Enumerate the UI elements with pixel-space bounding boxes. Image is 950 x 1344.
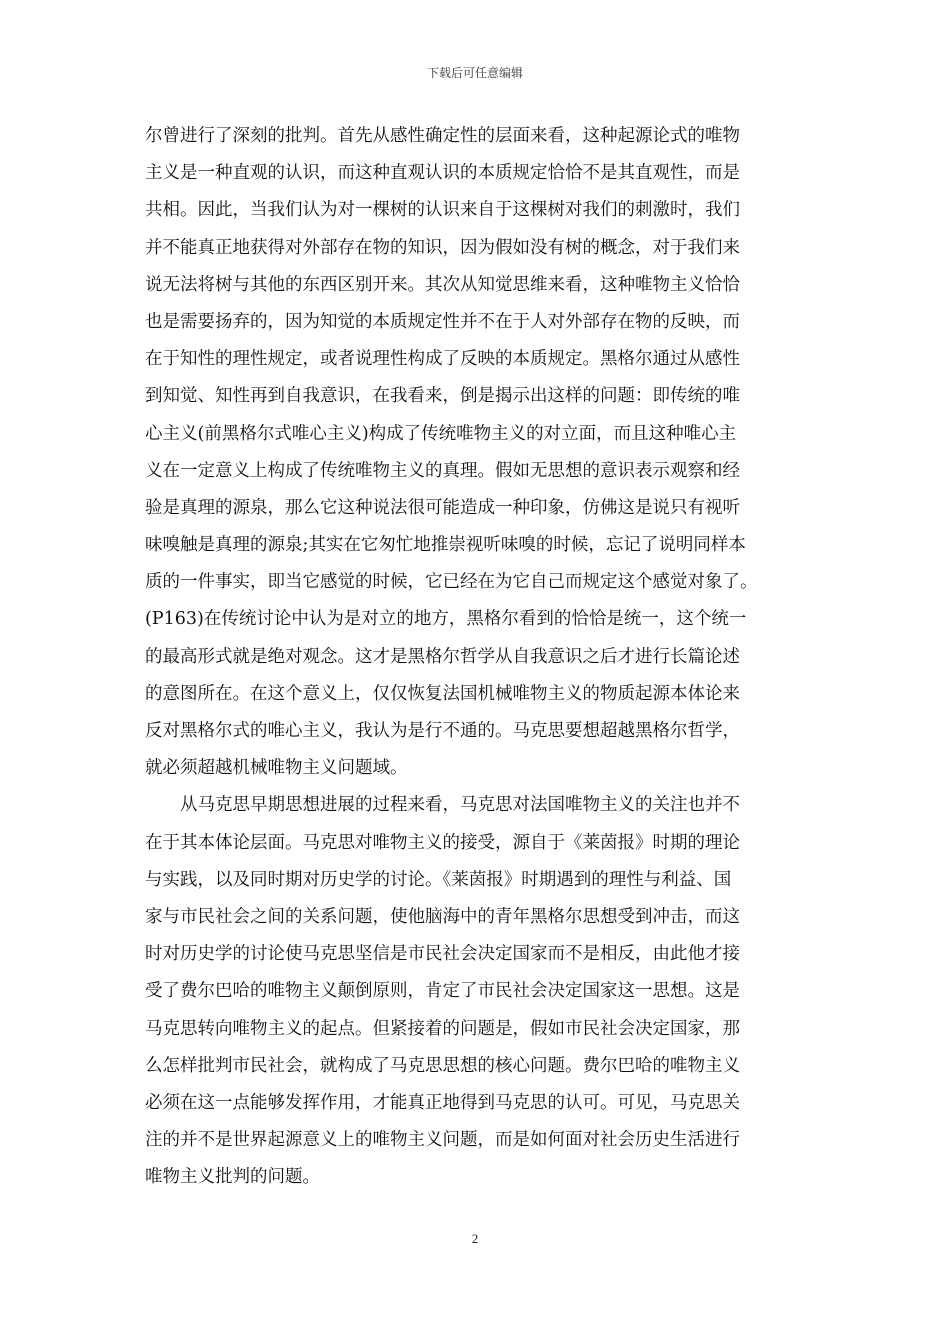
paragraph-start-line: 从马克思早期思想进展的过程来看，马克思对法国唯物主义的关注也并不 bbox=[145, 795, 740, 816]
text-line: 在于知性的理性规定，或者说理性构成了反映的本质规定。黑格尔通过从感性 bbox=[145, 349, 740, 370]
text-line: 唯物主义批判的问题。 bbox=[145, 1167, 320, 1188]
text-line: 心主义(前黑格尔式唯心主义)构成了传统唯物主义的对立面，而且这种唯心主 bbox=[145, 423, 737, 444]
page-number: 2 bbox=[471, 1231, 479, 1246]
text-line: 受了费尔巴哈的唯物主义颠倒原则，肯定了市民社会决定国家这一思想。这是 bbox=[145, 981, 740, 1002]
text-line: 并不能真正地获得对外部存在物的知识，因为假如没有树的概念，对于我们来 bbox=[145, 237, 740, 258]
text-line: 家与市民社会之间的关系问题，使他脑海中的青年黑格尔思想受到冲击，而这 bbox=[145, 906, 740, 927]
text-line: 尔曾进行了深刻的批判。首先从感性确定性的层面来看，这种起源论式的唯物 bbox=[145, 126, 740, 146]
text-line: 的最高形式就是绝对观念。这才是黑格尔哲学从自我意识之后才进行长篇论述 bbox=[145, 646, 740, 667]
text-line: 反对黑格尔式的唯心主义，我认为是行不通的。马克思要想超越黑格尔哲学， bbox=[145, 721, 740, 741]
text-line: 时对历史学的讨论使马克思坚信是市民社会决定国家而不是相反，由此他才接 bbox=[145, 944, 740, 965]
text-line: 主义是一种直观的认识，而这种直观认识的本质规定恰恰不是其直观性，而是 bbox=[145, 163, 740, 184]
text-line: 到知觉、知性再到自我意识，在我看来，倒是揭示出这样的问题：即传统的唯 bbox=[145, 386, 740, 407]
text-line: 共相。因此，当我们认为对一棵树的认识来自于这棵树对我们的刺激时，我们 bbox=[145, 200, 740, 221]
text-line: 必须在这一点能够发挥作用，才能真正地得到马克思的认可。可见，马克思关 bbox=[145, 1092, 740, 1113]
text-line: 马克思转向唯物主义的起点。但紧接着的问题是，假如市民社会决定国家，那 bbox=[145, 1018, 740, 1039]
text-line: (P163)在传统讨论中认为是对立的地方，黑格尔看到的恰恰是统一，这个统一 bbox=[145, 609, 747, 630]
text-line: 也是需要扬弃的，因为知觉的本质规定性并不在于人对外部存在物的反映，而 bbox=[145, 311, 740, 332]
body-text bbox=[145, 118, 809, 1196]
text-line: 在于其本体论层面。马克思对唯物主义的接受，源自于《莱茵报》时期的理论 bbox=[145, 832, 740, 853]
page-header: 下载后可任意编辑 bbox=[426, 66, 523, 80]
text-line: 么怎样批判市民社会，就构成了马克思思想的核心问题。费尔巴哈的唯物主义 bbox=[145, 1055, 740, 1076]
text-line: 就必须超越机械唯物主义问题域。 bbox=[145, 758, 408, 779]
text-line: 的意图所在。在这个意义上，仅仅恢复法国机械唯物主义的物质起源本体论来 bbox=[145, 683, 740, 704]
text-line: 说无法将树与其他的东西区别开来。其次从知觉思维来看，这种唯物主义恰恰 bbox=[145, 274, 740, 295]
text-line: 味嗅触是真理的源泉;其实在它匆忙地推崇视听味嗅的时候，忘记了说明同样本 bbox=[145, 535, 746, 556]
text-line: 与实践，以及同时期对历史学的讨论。《莱茵报》时期遇到的理性与利益、国 bbox=[145, 869, 732, 890]
text-line: 注的并不是世界起源意义上的唯物主义问题，而是如何面对社会历史生活进行 bbox=[145, 1130, 740, 1151]
text-line: 义在一定意义上构成了传统唯物主义的真理。假如无思想的意识表示观察和经 bbox=[145, 460, 740, 481]
text-line: 质的一件事实，即当它感觉的时候，它已经在为它自己而规定这个感觉对象了。 bbox=[145, 572, 758, 593]
text-line: 验是真理的源泉，那么它这种说法很可能造成一种印象，仿佛这是说只有视听 bbox=[145, 497, 740, 518]
